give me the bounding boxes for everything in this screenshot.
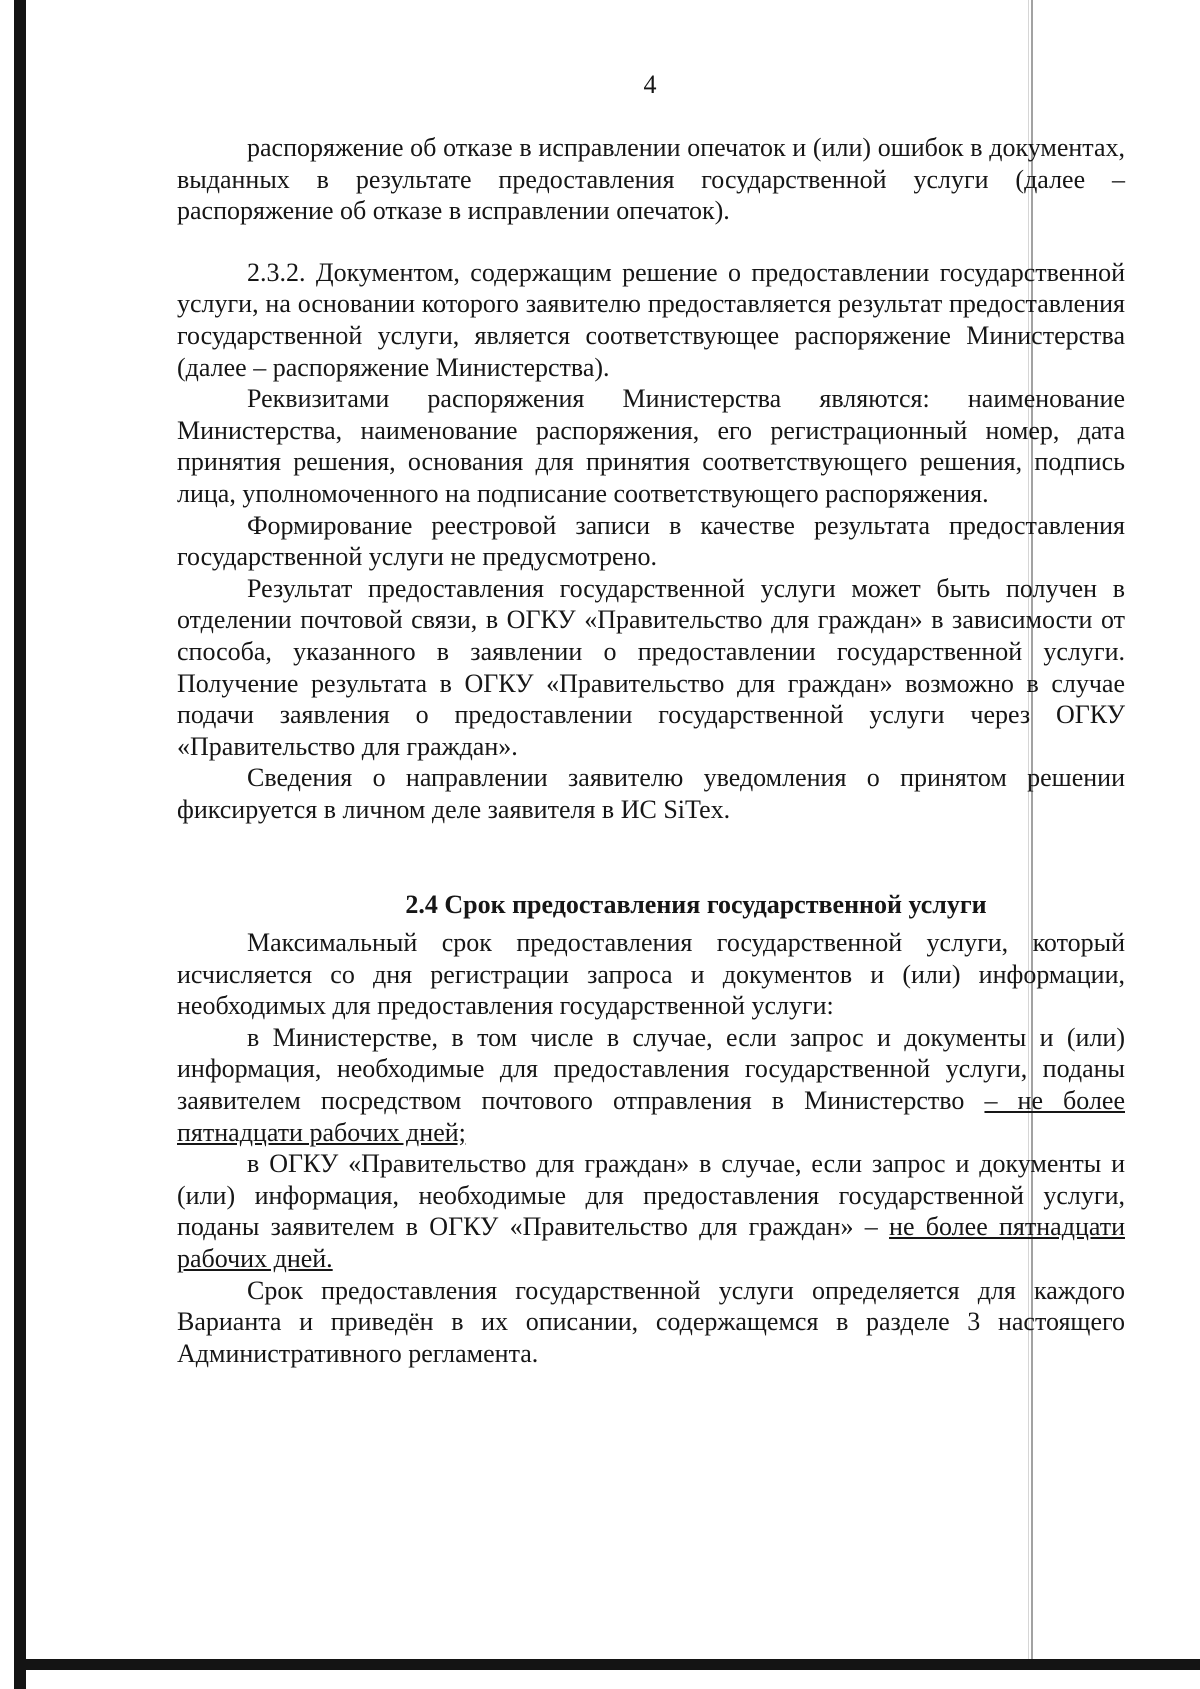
paragraph-result-delivery: Результат предоставления государственной услуги может быть получен в отделении почтовой связи, в ОГКУ «Правительство для граждан» в зависимости от способа, указанного в заявлении о предоставлении государственной услуги. Получение результата в ОГКУ «Правительство для граждан» возможно в случае подачи заявления о предоставлении государственной услуги через ОГКУ «Правительство для граждан». — [177, 573, 1125, 761]
paragraph-refusal-order: распоряжение об отказе в исправлении опечаток и (или) ошибок в документах, выданных в результате предоставления государственной услуги (далее – распоряжение об отказе в исправлении опечаток). — [177, 133, 1125, 226]
section-heading-2-4: 2.4 Срок предоставления государственной услуги — [405, 890, 987, 920]
paragraph-registry-record: Формирование реестровой записи в качестве результата предоставления государственной услуги не предусмотрено. — [177, 510, 1125, 572]
document-body — [177, 132, 1125, 1369]
ogku-term-deadline: не более пятнадцати рабочих дней. — [177, 1212, 1125, 1273]
scan-edge-bottom — [14, 1659, 1200, 1670]
page-number: 4 — [643, 70, 657, 99]
paragraph-ogku-term — [177, 1148, 1125, 1274]
ogku-term-text: в ОГКУ «Правительство для граждан» в случае, если запрос и документы и (или) информация, необходимые для предоставления государственной услуги, поданы заявителем в ОГКУ «Правительство для граждан» – — [177, 1149, 1125, 1242]
ministry-term-deadline: – не более пятнадцати рабочих дней; — [177, 1086, 1125, 1147]
scan-edge-left — [14, 0, 26, 1689]
paragraph-2-3-2: 2.3.2. Документом, содержащим решение о предоставлении государственной услуги, на основании которого заявителю предоставляется результат предоставления государственной услуги, является соответствующее распоряжение Министерства (далее – распоряжение Министерства). — [177, 257, 1125, 382]
ministry-term-text: в Министерстве, в том числе в случае, если запрос и документы и (или) информация, необходимые для предоставления государственной услуги, поданы заявителем посредством почтового отправления в Министерство — [177, 1022, 1125, 1116]
paragraph-order-details: Реквизитами распоряжения Министерства являются: наименование Министерства, наименование распоряжения, его регистрационный номер, дата принятия решения, основания для принятия соответствующего решения, подпись лица, уполномоченного на подписание соответствующего распоряжения. — [177, 384, 1125, 508]
paragraph-ministry-term — [177, 1022, 1125, 1148]
paragraph-variant-term: Срок предоставления государственной услуги определяется для каждого Варианта и приведён в их описании, содержащемся в разделе 3 настоящего Административного регламента. — [177, 1275, 1125, 1368]
paragraph-notification-record: Сведения о направлении заявителю уведомления о принятом решении фиксируется в личном деле заявителя в ИС SiTex. — [177, 763, 1125, 824]
paragraph-max-term: Максимальный срок предоставления государственной услуги, который исчисляется со дня регистрации запроса и документов и (или) информации, необходимых для предоставления государственной услуги: — [177, 928, 1125, 1021]
